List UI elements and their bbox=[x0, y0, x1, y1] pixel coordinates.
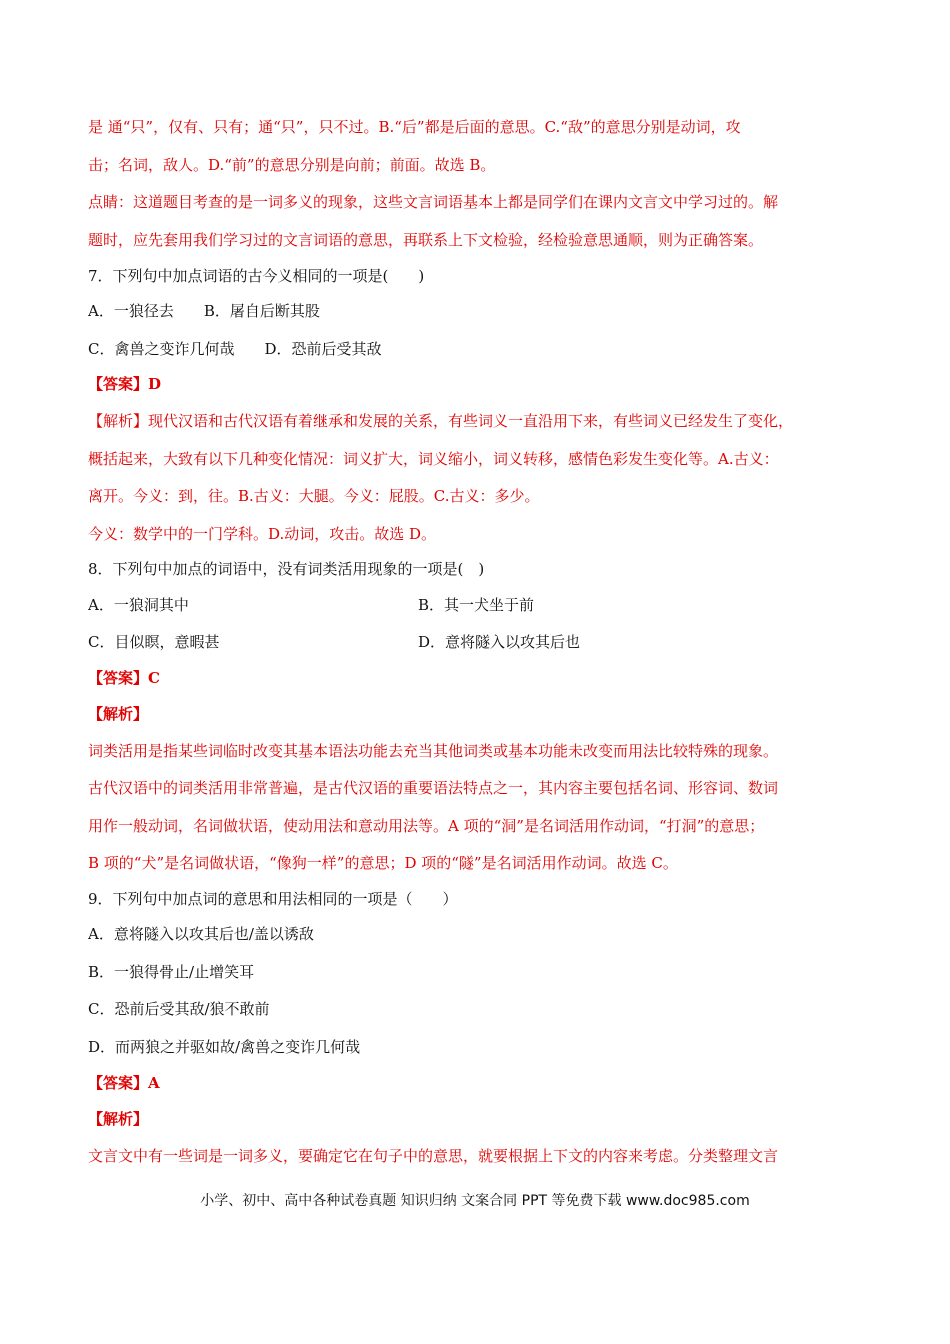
analysis-line: 【解析】现代汉语和古代汉语有着继承和发展的关系，有些词义一直沿用下来，有些词义已经发生了变化， bbox=[88, 412, 794, 430]
answer-8: 【答案】C bbox=[88, 669, 160, 687]
text-line: 点睛：这道题目考查的是一词多义的现象，这些文言词语基本上都是同学们在课内文言文中学习过的。解 bbox=[88, 193, 779, 211]
analysis-heading: 【解析】 bbox=[88, 705, 149, 723]
page-footer: 小学、初中、高中各种试卷真题 知识归纳 文案合同 PPT 等免费下载 www.doc985.com bbox=[200, 1193, 750, 1209]
question-9-option-a: A．意将隧入以攻其后也/盖以诱敌 bbox=[88, 925, 314, 943]
option-c: C．目似瞑，意暇甚 bbox=[88, 633, 220, 651]
question-9-option-c: C．恐前后受其敌/狼不敢前 bbox=[88, 1000, 270, 1018]
question-9: 9．下列句中加点词的意思和用法相同的一项是（ ） bbox=[88, 890, 458, 908]
analysis-line: 概括起来，大致有以下几种变化情况：词义扩大，词义缩小，词义转移，感情色彩发生变化等。A.古义： bbox=[88, 450, 779, 468]
text-line: 击；名词，敌人。D.“前”的意思分别是向前；前面。故选 B。 bbox=[88, 156, 496, 174]
answer-7: 【答案】D bbox=[88, 375, 162, 393]
question-8-options-cd bbox=[88, 629, 890, 655]
question-9-option-b: B．一狼得骨止/止增笑耳 bbox=[88, 963, 255, 981]
question-7-options-cd: C．禽兽之变诈几何哉 D．恐前后受其敌 bbox=[88, 340, 382, 358]
question-7-options-ab: A．一狼径去 B．屠自后断其股 bbox=[88, 302, 320, 320]
analysis-line: 今义：数学中的一门学科。D.动词，攻击。故选 D。 bbox=[88, 525, 437, 543]
text-line: 题时，应先套用我们学习过的文言词语的意思，再联系上下文检验，经检验意思通顺，则为正确答案。 bbox=[88, 231, 764, 249]
question-9-option-d: D．而两狼之并驱如故/禽兽之变诈几何哉 bbox=[88, 1038, 361, 1056]
analysis-line: 古代汉语中的词类活用非常普遍，是古代汉语的重要语法特点之一，其内容主要包括名词、形容词、数词 bbox=[88, 779, 779, 797]
option-d: D．意将隧入以攻其后也 bbox=[418, 633, 581, 651]
analysis-line: B 项的“犬”是名词做状语，“像狗一样”的意思；D 项的“隧”是名词活用作动词。故选 C。 bbox=[88, 854, 678, 872]
answer-9: 【答案】A bbox=[88, 1074, 160, 1092]
text-line: 是 通“只”，仅有、只有；通“只”，只不过。B.“后”都是后面的意思。C.“敌”的意思分别是动词，攻 bbox=[88, 118, 741, 136]
option-a: A．一狼洞其中 bbox=[88, 596, 189, 614]
analysis-line: 用作一般动词，名词做状语，使动用法和意动用法等。A 项的“洞”是名词活用作动词，“打洞”的意思； bbox=[88, 817, 765, 835]
analysis-line: 词类活用是指某些词临时改变其基本语法功能去充当其他词类或基本功能未改变而用法比较特殊的现象。 bbox=[88, 742, 779, 760]
analysis-line: 文言文中有一些词是一词多义，要确定它在句子中的意思，就要根据上下文的内容来考虑。分类整理文言 bbox=[88, 1147, 779, 1165]
question-8: 8．下列句中加点的词语中，没有词类活用现象的一项是( ) bbox=[88, 560, 485, 578]
question-7: 7．下列句中加点词语的古今义相同的一项是( ) bbox=[88, 267, 425, 285]
analysis-line: 离开。今义：到，往。B.古义：大腿。今义：屁股。C.古义：多少。 bbox=[88, 487, 540, 505]
analysis-heading: 【解析】 bbox=[88, 1110, 149, 1128]
question-8-options-ab bbox=[88, 592, 890, 618]
option-b: B．其一犬坐于前 bbox=[418, 596, 535, 614]
